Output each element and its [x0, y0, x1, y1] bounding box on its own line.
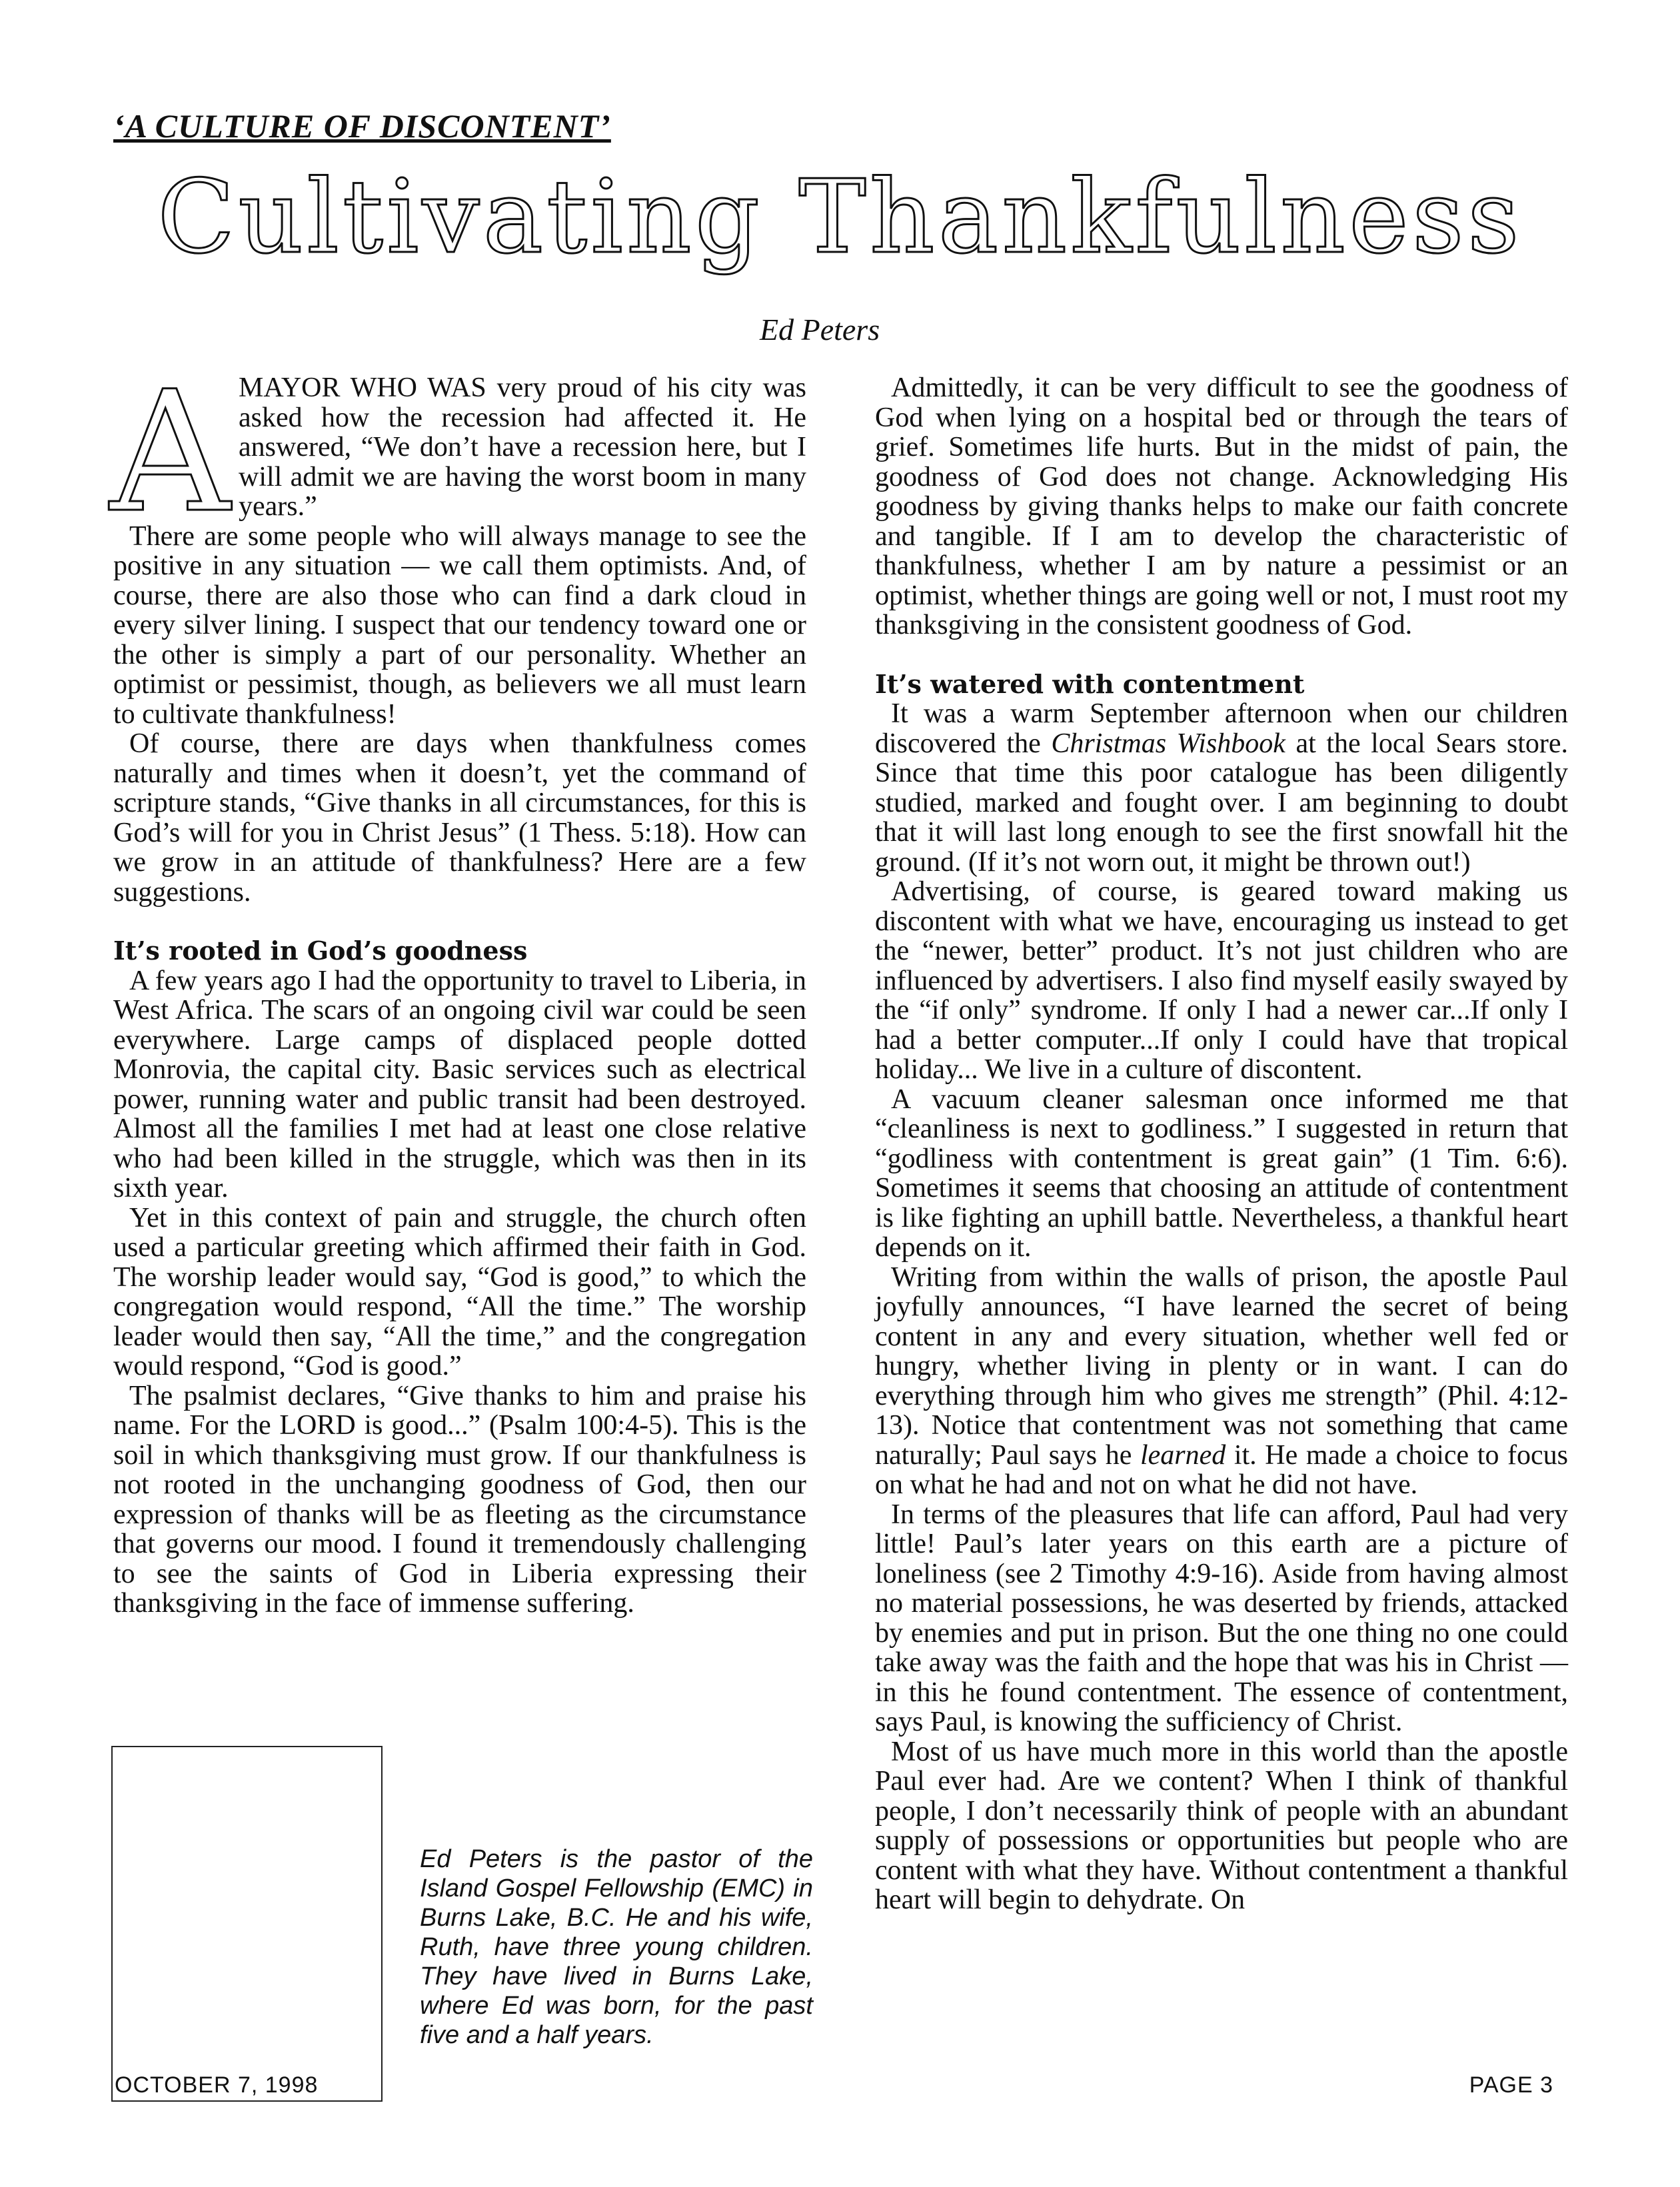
- text-run: at the local Sears store. Since that time this poor catalogue has been diligently studied, marked and fought over. I am beginning to doubt that it will last long enough to see the first snowfall hit the ground. (If it’s not worn out, it might be thrown out!): [875, 728, 1568, 878]
- drop-cap-a: [107, 373, 233, 516]
- paragraph: Advertising, of course, is geared toward making us discontent with what we have, encouraging us instead to get the “newer, better” product. It’s not just children who are influenced by advertisers. I also find myself easily swayed by the “if only” syndrome. If only I had a newer car...If only I had a better computer...If only I could have that tropical holiday... We live in a culture of discontent.: [875, 876, 1568, 1085]
- article-title: Cultivating Thankfulness: [157, 158, 1523, 276]
- paragraph: The psalmist declares, “Give thanks to him and praise his name. For the LORD is good...” (Psalm 100:4-5). This is the soil in which thanksgiving must grow. If our thankfulness is not rooted in the unchanging goodness of God, then our expression of thanks will be as fleeting as the circumstance that governs our mood. I found it tremendously challenging to see the saints of God in Liberia expressing their thanksgiving in the face of immense suffering.: [113, 1380, 806, 1619]
- text-run: Writing from within the walls of prison, the apostle Paul joyfully announces, “I have learned the secret of being content in any and every situation, whether well fed or hungry, whether living in plenty or in want. I can do everything through him who gives me strength” (Phil. 4:12-13). Notice that contentment was not something that came naturally; Paul says he: [875, 1261, 1568, 1471]
- paragraph: [875, 1263, 1568, 1500]
- paragraph: [875, 699, 1568, 877]
- section-heading-goodness: It’s rooted in God’s goodness: [113, 936, 528, 966]
- section-kicker: ‘A CULTURE OF DISCONTENT’: [113, 107, 611, 145]
- paragraph: Admittedly, it can be very difficult to see the goodness of God when lying on a hospital bed or through the tears of grief. Sometimes life hurts. But in the midst of pain, the goodness of God does not change. Acknowledging His goodness by giving thanks helps to make our faith concrete and tangible. If I am to develop the characteristic of thankfulness, whether I am by nature a pessimist or an optimist, whether things are going well or not, I must root my thanksgiving in the consistent goodness of God.: [875, 372, 1568, 640]
- text-run: It was a warm September afternoon when our children discovered the: [875, 698, 1568, 759]
- paragraph: A vacuum cleaner salesman once informed me that “cleanliness is next to godliness.” I suggested in return that “godliness with contentment is great gain” (1 Tim. 6:6). Sometimes it seems that choosing an attitude of contentment is like fighting an uphill battle. Nevertheless, a thankful heart depends on it.: [875, 1084, 1568, 1263]
- author-bio: Ed Peters is the pastor of the Island Gospel Fellowship (EMC) in Burns Lake, B.C. He and his wife, Ruth, have three young children. They have lived in Burns Lake, where Ed was born, for the past five and a half years.: [420, 1845, 813, 2049]
- paragraph: A few years ago I had the opportunity to travel to Liberia, in West Africa. The scars of an ongoing civil war could be seen everywhere. Large camps of displaced people dotted Monrovia, the capital city. Basic services such as electrical power, running water and public transit had been destroyed. Almost all the families I met had at least one close relative who had been killed in the struggle, which was then in its sixth year.: [113, 965, 806, 1203]
- paragraph: Of course, there are days when thankfulness comes naturally and times when it doesn’t, yet the command of scripture stands, “Give thanks in all circumstances, for this is God’s will for you in Christ Jesus” (1 Thess. 5:18). How can we grow in an attitude of thankfulness? Here are a few suggestions.: [113, 728, 806, 908]
- paragraph: Most of us have much more in this world than the apostle Paul ever had. Are we content? When I think of thankful people, I don’t necessarily think of people with an abundant supply of possessions or opportunities but people who are content with what they have. Without contentment a thankful heart will begin to dehydrate. On: [875, 1736, 1568, 1915]
- left-column: [109, 372, 806, 1619]
- text-run: it. He made a choice to focus on what he had and not on what he did not have.: [875, 1439, 1569, 1500]
- drop-cap-letter: A: [109, 373, 231, 516]
- issue-date: OCTOBER 7, 1998: [115, 2072, 319, 2098]
- section-heading-contentment: It’s watered with contentment: [875, 668, 1305, 699]
- italic-title: Christmas Wishbook: [1051, 728, 1285, 759]
- right-column: [875, 373, 1568, 1915]
- italic-word: learned: [1140, 1439, 1226, 1471]
- paragraph-intro: MAYOR WHO WAS very proud of his city was asked how the recession had affected it. He answered, “We don’t have a recession here, but I will admit we are having the worst boom in many years.”: [239, 372, 806, 522]
- author-photo-placeholder: [111, 1746, 383, 2102]
- author-byline: Ed Peters: [760, 313, 880, 347]
- paragraph: Yet in this context of pain and struggle, the church often used a particular greeting which affirmed their faith in God. The worship leader would say, “God is good,” to which the congregation would respond, “All the time.” The worship leader would then say, “All the time,” and the congregation would respond, “God is good.”: [113, 1202, 806, 1381]
- page-number: PAGE 3: [1469, 2072, 1553, 2098]
- paragraph: In terms of the pleasures that life can afford, Paul had very little! Paul’s later years on this earth are a picture of loneliness (see 2 Timothy 4:9-16). Aside from having almost no material possessions, he was deserted by friends, attacked by enemies and put in prison. But the one thing no one could take away was the faith and the hope that was his in Christ — in this he found contentment. The essence of contentment, says Paul, is knowing the sufficiency of Christ.: [875, 1499, 1568, 1737]
- paragraph: There are some people who will always manage to see the positive in any situation — we call them optimists. And, of course, there are also those who can find a dark cloud in every silver lining. I suspect that our tendency toward one or the other is simply a part of our personality. Whether an optimist or pessimist, though, as believers we all must learn to cultivate thankfulness!: [113, 520, 806, 730]
